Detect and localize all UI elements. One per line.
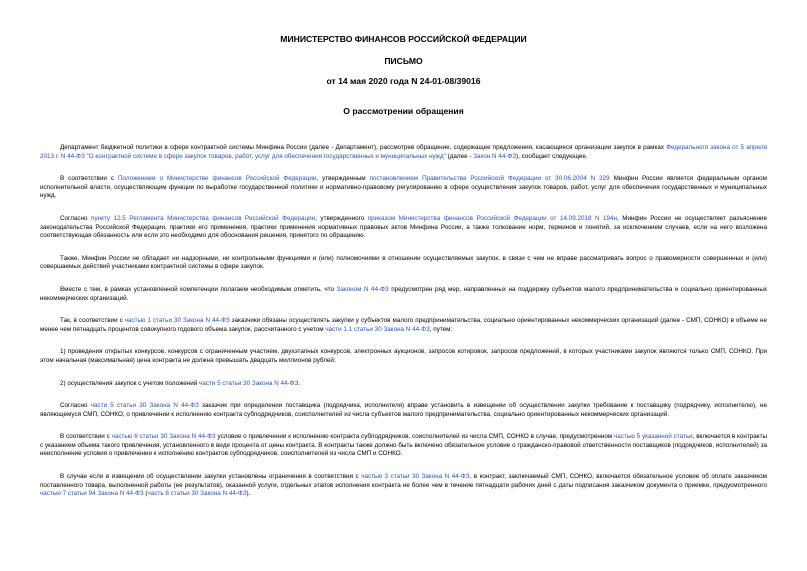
- law-reference-link[interactable]: пункту 12.5 Регламента Министерства финансов Российской Федерации: [91, 214, 316, 222]
- document-type: ПИСЬМО: [384, 56, 423, 66]
- paragraph-text: , путем:: [429, 325, 453, 333]
- paragraph: [40, 473, 767, 499]
- paragraph: [40, 144, 767, 161]
- paragraph-text: 2) осуществления закупок с учетом положений: [60, 379, 200, 387]
- paragraph-text: Также, Минфин России не обладает ни надзорными, ни контрольными функциями и (или) полномочиями в отношении осуществляемых закупок, в связи с чем не вправе рассматривать вопрос о правомерности совершенных и (или) совершаемых действий участниками контрактной системы в сфере закупок.: [40, 254, 767, 271]
- paragraph-text: (: [143, 490, 148, 498]
- law-reference-link[interactable]: приказом Министерства финансов Российской Федерации от 14.09.2018 N 194н: [367, 214, 618, 222]
- law-reference-link[interactable]: части 1.1 статьи 30 Закона N 44-ФЗ: [325, 325, 430, 333]
- document-subject: О рассмотрении обращения: [343, 106, 464, 116]
- law-reference-link[interactable]: постановлением Правительства Российской Федерации от 30.06.2004 N 329: [369, 175, 610, 183]
- paragraph-text: 1) проведения открытых конкурсов, конкурсов с ограниченным участием, двухэтапных конкурсов, электронных аукционов, запросов котировок, запросов предложений, в которых участниками закупок являются только СМП, СОНКО. При этом начальная (максимальная) цена контракта не должна превышать двадцать миллионов рублей;: [40, 348, 767, 364]
- paragraph-text: , утвержденного: [315, 214, 368, 222]
- paragraph: [40, 215, 767, 241]
- paragraph-text: Так, в соответствии с: [60, 317, 125, 325]
- law-reference-link[interactable]: частью 6 статьи 30 Закона N 44-ФЗ: [111, 433, 216, 441]
- paragraph: [40, 433, 767, 459]
- document-body: [40, 144, 767, 499]
- law-reference-link[interactable]: Федерального закона от 5 апреля 2013 г. N 44-ФЗ "О контрактной системе в сфере закупок товаров, работ, услуг для обеспечения государственных и муниципальных нужд": [40, 144, 767, 160]
- paragraph-text: , в контракт, заключаемый СМП, СОНКО, включается обязательное условие об оплате заказчиком поставленного товара, выполненной работы (ее результатов), оказанной услуги, отдельных этапов исполнения контракта не более чем в течение пятнадцати рабочих дней с даты подписания заказчиком документа о приемке, предусмотренного: [40, 473, 767, 489]
- law-reference-link[interactable]: частью 7 статьи 94 Закона N 44-ФЗ: [40, 490, 144, 498]
- paragraph-text: .: [298, 379, 300, 387]
- law-reference-link[interactable]: частью 3 статьи 30 Закона N 44-ФЗ: [361, 473, 470, 481]
- paragraph: [40, 317, 767, 334]
- paragraph: [40, 380, 767, 389]
- paragraph-text: Минфин России является федеральным органом исполнительной власти, осуществляющим функции по выработке государственной политики и нормативно-правовому регулированию в сфере осуществления закупок товаров, работ, услуг для обеспечения государственных и муниципальных нужд.: [40, 175, 767, 200]
- paragraph: [40, 402, 767, 419]
- paragraph-text: ), сообщает следующее.: [516, 152, 588, 160]
- law-reference-link[interactable]: часть 8 статьи 30 Закона N 44-ФЗ: [147, 490, 247, 498]
- paragraph-text: условие о привлечении к исполнению контракта субподрядчиков, соисполнителей из числа СМП, СОНКО в случае, предусмотренном: [215, 433, 614, 441]
- paragraph: [40, 348, 767, 365]
- paragraph-text: В соответствии с: [60, 433, 112, 441]
- paragraph-text: В случае если в извещении об осуществлении закупки установлены ограничения в соответствии с: [60, 473, 362, 481]
- paragraph: [40, 175, 767, 201]
- paragraph-text: заказчики обязаны осуществлять закупки у субъектов малого предпринимательства, социально ориентированных некоммерческих организаций (далее - СМП, СОНКО) в объеме не менее чем пятнадцать процентов совокупного годового объема закупок, рассчитанного с учетом: [40, 317, 767, 333]
- document-date-number: от 14 мая 2020 года N 24-01-08/39016: [326, 76, 481, 86]
- paragraph-text: заказчик при определении поставщика (подрядчика, исполнителя) вправе установить в извещении об осуществлении закупки требование к поставщику (подрядчику, исполнителю), не являющемуся СМП, СОНКО, о привлечении к исполнению контракта субподрядчиков, соисполнителей из числа субъектов малого предпринимательства, социально ориентированных некоммерческих организаций.: [40, 402, 768, 418]
- paragraph-text: , утвержденным: [316, 175, 370, 183]
- paragraph-text: ).: [246, 490, 251, 498]
- law-reference-link[interactable]: Законом N 44-ФЗ: [336, 285, 389, 293]
- paragraph-text: Департамент бюджетной политики в сфере контрактной системы Минфина России (далее - Департамент), рассмотрев обращение, содержащее предложения, касающиеся организации закупок в рамках: [60, 144, 667, 151]
- paragraph: [40, 255, 767, 272]
- paragraph-text: Согласно: [60, 214, 92, 222]
- paragraph: [40, 286, 767, 303]
- paragraph-text: (далее -: [445, 152, 474, 160]
- law-reference-link[interactable]: частью 1 статьи 30 Закона N 44-ФЗ: [124, 317, 230, 325]
- paragraph-text: , включается в контракты с указанием объема такого привлечения, установленного в виде процента от цены контракта. В контракты также должно быть включено обязательное условие о гражданско-правовой ответственности поставщиков (подрядчиков, исполнителей) за неисполнение условия о привлечении к исполнению контрактов субподрядчиков, соисполнителей из числа СМП и СОНКО.: [40, 433, 767, 458]
- ministry-title: МИНИСТЕРСТВО ФИНАНСОВ РОССИЙСКОЙ ФЕДЕРАЦИИ: [280, 34, 527, 44]
- law-reference-link[interactable]: части 5 статьи 30 Закона N 44-ФЗ: [199, 379, 299, 387]
- paragraph-text: В соответствии с: [60, 175, 118, 183]
- law-reference-link[interactable]: Закон N 44-ФЗ: [473, 152, 517, 160]
- paragraph-text: предусмотрен ряд мер, направленных на поддержку субъектов малого предпринимательства и социально ориентированных некоммерческих организаций.: [40, 285, 767, 302]
- paragraph-text: Согласно: [60, 402, 91, 410]
- law-reference-link[interactable]: части 5 статьи 30 Закона N 44-ФЗ: [90, 402, 199, 410]
- law-reference-link[interactable]: Положением о Министерстве финансов Российской Федерации: [118, 175, 317, 183]
- paragraph-text: Вместе с тем, в рамках установленной компетенции полагаем необходимым отметить, что: [60, 285, 337, 293]
- paragraph-text: , Минфин России не осуществляет разъяснение законодательства Российской Федерации, практики его применения, практики применения нормативных правовых актов Минфина России, а также толкование норм, терминов и понятий, за исключением случаев, если на него возложена соответствующая обязанность или если это необходимо для обоснования решения, принятого по обращению.: [40, 214, 768, 240]
- law-reference-link[interactable]: частью 5 указанной статьи: [614, 433, 693, 441]
